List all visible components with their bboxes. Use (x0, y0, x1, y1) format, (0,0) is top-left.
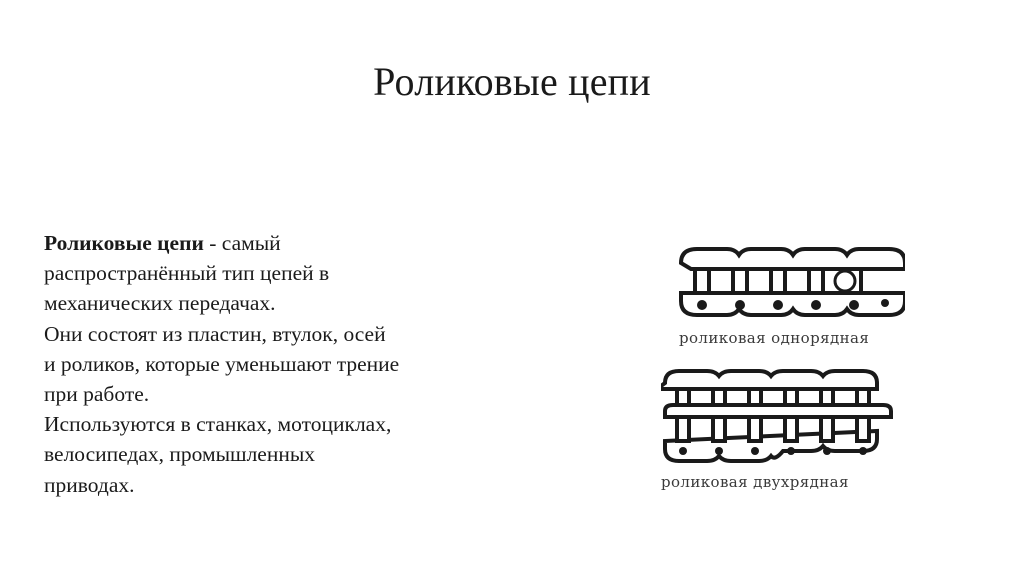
text-line: и роликов, которые уменьшают трение (44, 351, 400, 376)
text-line: распространённый тип цепей в (44, 261, 330, 286)
lead-rest: - самый (203, 231, 281, 255)
text-line: механических передачах. (44, 291, 276, 316)
text-line: при работе. (44, 382, 150, 407)
description-text (44, 228, 484, 500)
slide-title: Роликовые цепи (373, 59, 651, 104)
lead-line (44, 228, 484, 258)
single-row-chain-image (675, 241, 905, 321)
text-line: велосипедах, промышленных (44, 442, 316, 467)
chain-figure (655, 235, 905, 505)
text-line: Они состоят из пластин, втулок, осей (44, 321, 386, 346)
text-line: приводах. (44, 472, 135, 497)
text-line: Используются в станках, мотоциклах, (44, 412, 392, 437)
double-row-chain-image (661, 367, 901, 467)
single-row-caption: роликовая однорядная (679, 329, 870, 347)
lead-term: Роликовые цепи (44, 231, 204, 255)
double-row-caption: роликовая двухрядная (661, 473, 849, 491)
